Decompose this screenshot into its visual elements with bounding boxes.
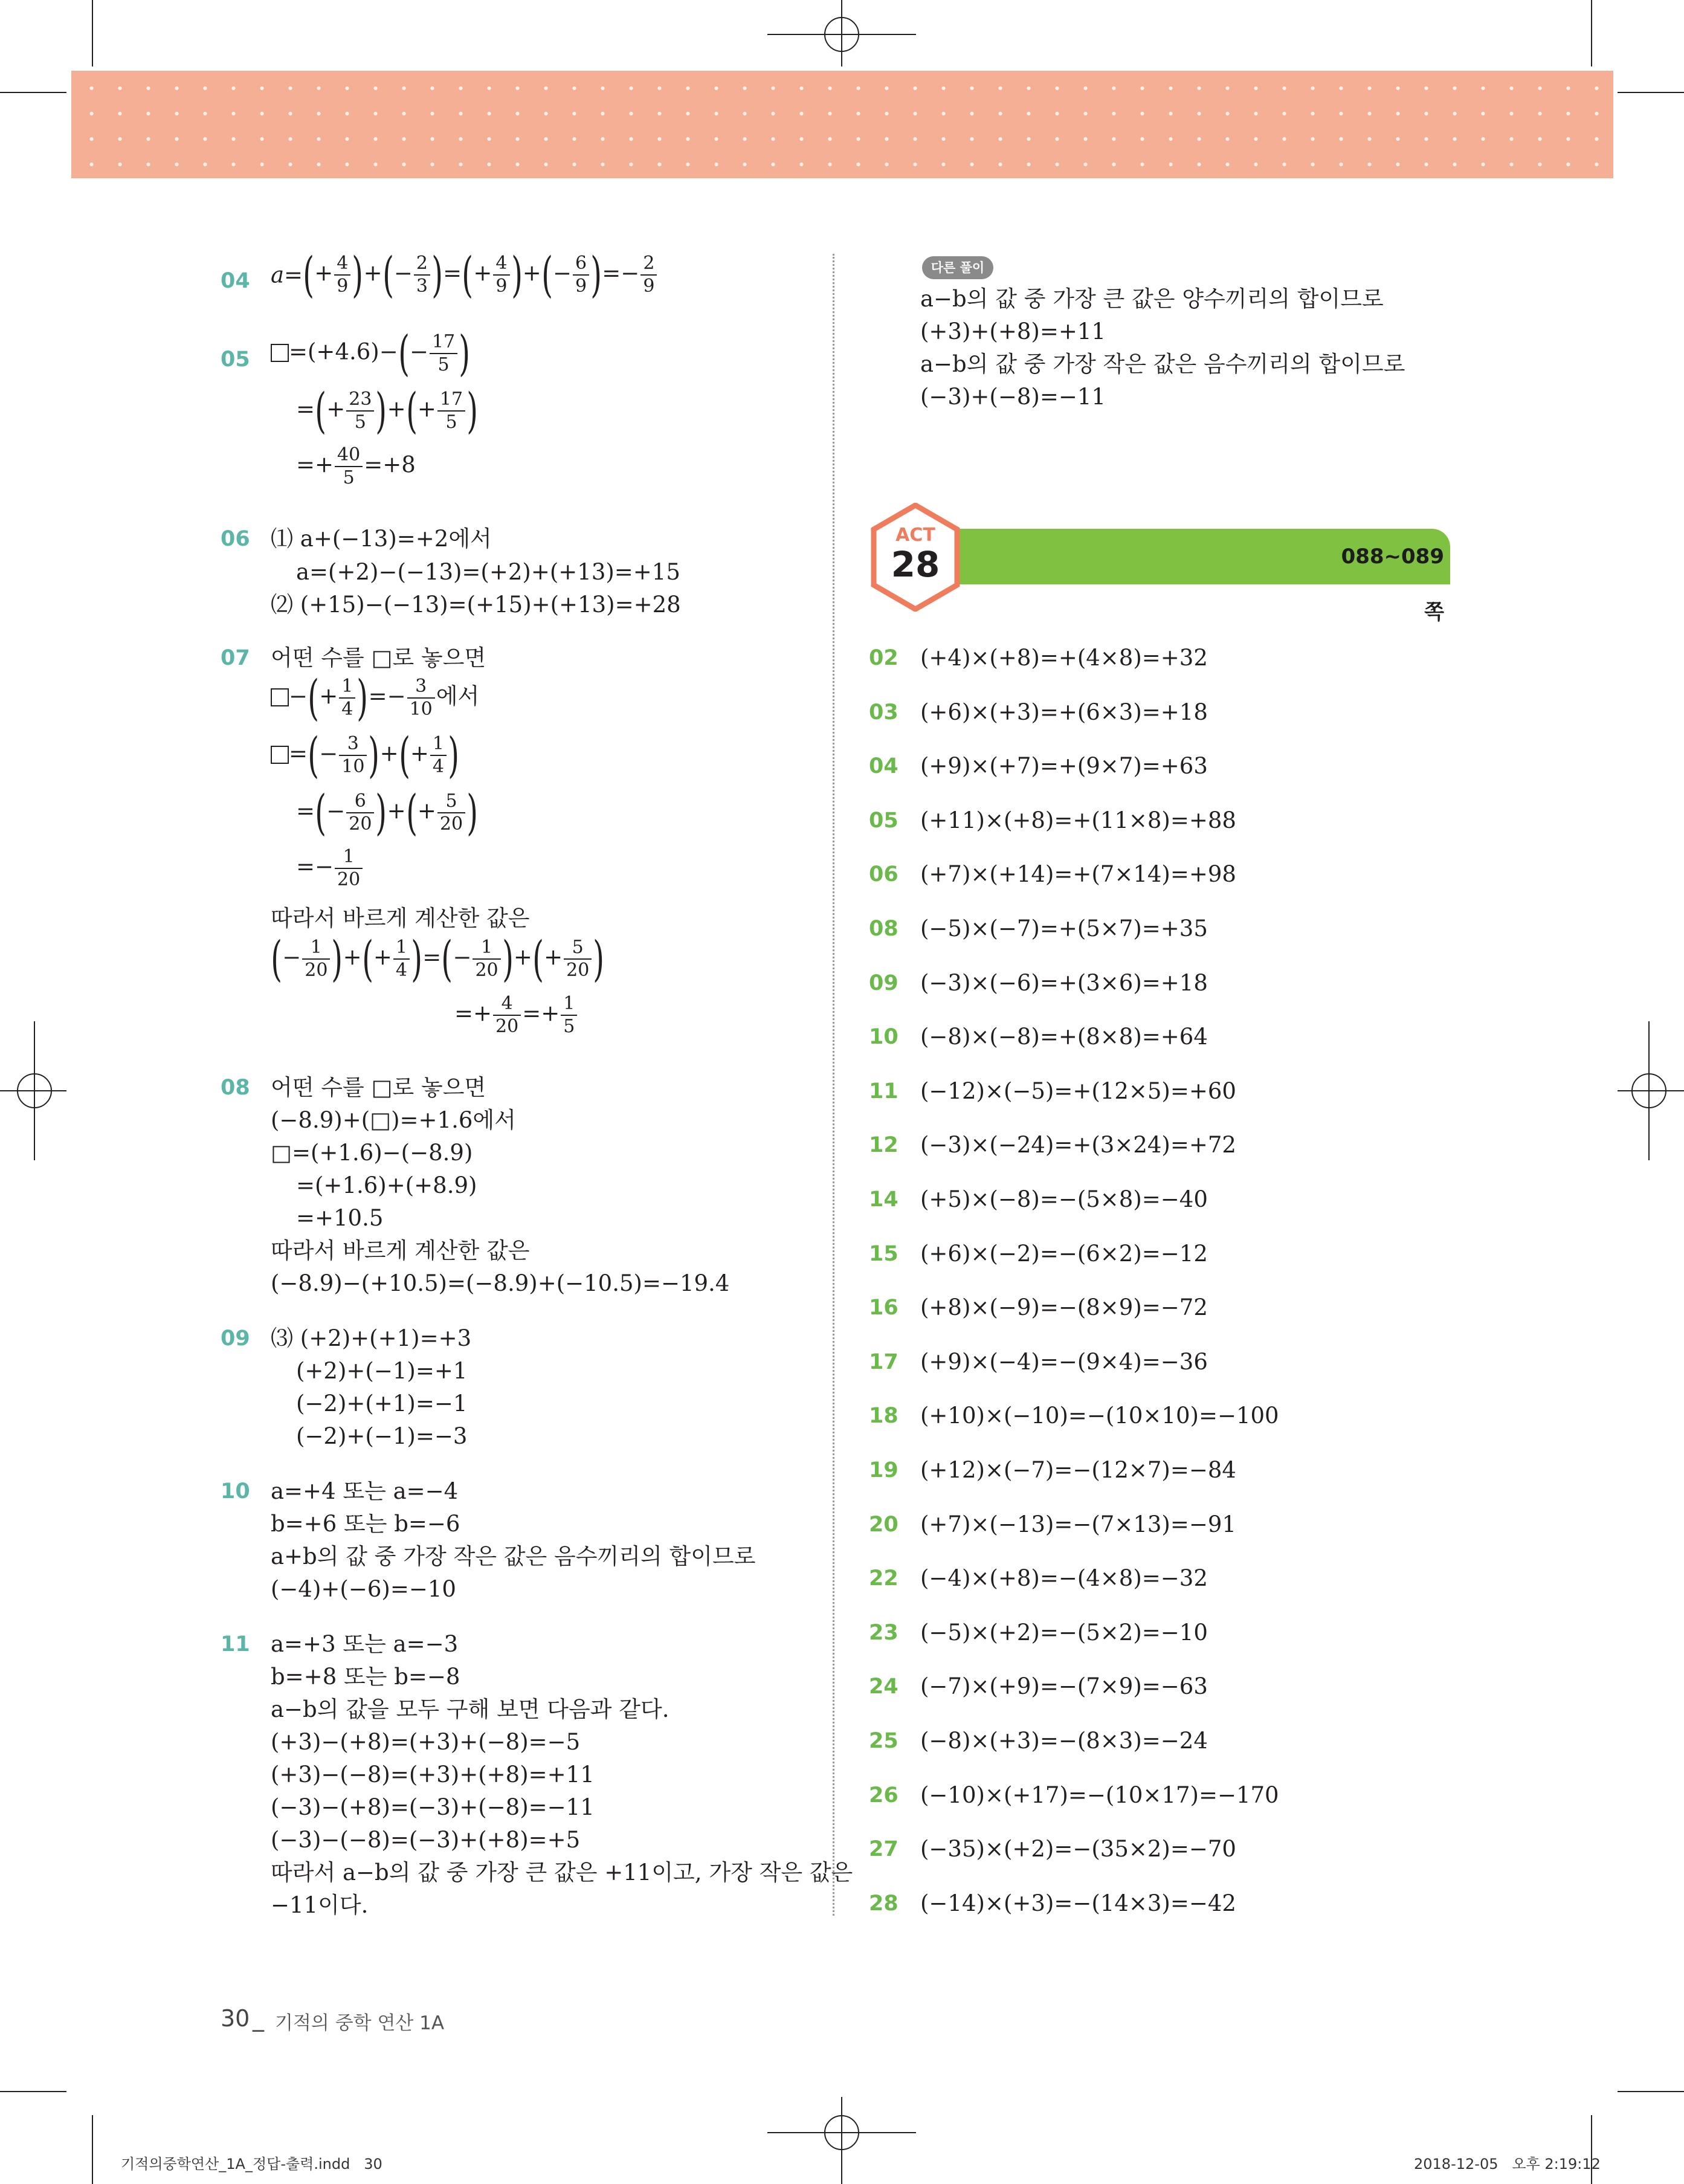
- answer-number: 12: [869, 1133, 898, 1157]
- print-date: 2018-12-05 오후 2:19:12: [1414, 2156, 1601, 2173]
- problem-11-line5: (+3)−(−8)=(+3)+(+8)=+11: [271, 1762, 595, 1788]
- problem-number: 06: [221, 527, 250, 551]
- answer-equation: (−14)×(+3)=−(14×3)=−42: [920, 1890, 1236, 1916]
- problem-08-line7: (−8.9)−(+10.5)=(−8.9)+(−10.5)=−19.4: [271, 1270, 730, 1296]
- registration-mark-line: [1618, 1090, 1684, 1091]
- math-text: a=: [271, 262, 303, 288]
- footer-page-number: 30: [221, 2005, 250, 2032]
- problem-number: 05: [221, 347, 250, 372]
- answer-number: 26: [869, 1783, 898, 1808]
- answer-number: 16: [869, 1296, 898, 1320]
- answer-number: 19: [869, 1458, 898, 1482]
- problem-09-line2: (+2)+(−1)=+1: [296, 1358, 468, 1384]
- problem-11-line1: a=+3 또는 a=−3: [271, 1631, 459, 1657]
- problem-07-line6: (− $\frac{1}{20}$ )+(+ $\frac{1}{4}$ )=(− $\frac{1}{20}$ )+(+ $\frac{5}{20}$ ): [271, 931, 605, 987]
- answer-number: 15: [869, 1242, 898, 1266]
- act-label: ACT: [895, 525, 935, 546]
- crop-mark: [92, 0, 93, 66]
- answer-equation: (+5)×(−8)=−(5×8)=−40: [920, 1186, 1208, 1212]
- problem-10-line2: b=+6 또는 b=−6: [271, 1511, 460, 1537]
- answer-number: 06: [869, 862, 898, 887]
- crop-mark: [0, 92, 66, 93]
- problem-06-line3: ⑵ (+15)−(−13)=(+15)+(+13)=+28: [271, 592, 681, 618]
- answer-number: 18: [869, 1404, 898, 1428]
- blank-box: [271, 746, 289, 764]
- problem-number: 09: [221, 1326, 250, 1351]
- problem-06-line2: a=(+2)−(−13)=(+2)+(+13)=+15: [296, 559, 680, 585]
- header-banner: [71, 71, 1613, 178]
- answer-number: 10: [869, 1025, 898, 1049]
- registration-mark-line: [1648, 1021, 1650, 1160]
- answer-number: 22: [869, 1566, 898, 1591]
- alt-solution-badge: 다른 풀이: [922, 256, 993, 279]
- problem-07-line7: =+ $\frac{4}{20}$ =+ $\frac{1}{5}$: [454, 993, 578, 1053]
- answer-equation: (−3)×(−24)=+(3×24)=+72: [920, 1132, 1236, 1158]
- alt-line4: (−3)+(−8)=−11: [920, 384, 1106, 410]
- problem-08-line6: 따라서 바르게 계산한 값은: [271, 1238, 530, 1264]
- answer-number: 04: [869, 754, 898, 778]
- answer-equation: (+6)×(−2)=−(6×2)=−12: [920, 1241, 1208, 1267]
- answer-equation: (−12)×(−5)=+(12×5)=+60: [920, 1078, 1236, 1104]
- answer-number: 24: [869, 1675, 898, 1699]
- crop-mark: [1591, 2115, 1592, 2184]
- problem-11-line3: a−b의 값을 모두 구해 보면 다음과 같다.: [271, 1696, 669, 1722]
- answer-number: 25: [869, 1729, 898, 1753]
- registration-mark-line: [841, 2097, 842, 2184]
- problem-07-line1: 어떤 수를 □로 놓으면: [271, 645, 486, 671]
- problem-04-equation: a=(+ $\frac{4}{9}$ )+(− $\frac{2}{3}$ )=(+ $\frac{4}{9}$ )+(− $\frac{6}{9}$ )=− $\frac{2}{9}$: [271, 251, 658, 311]
- problem-07-line2: −(+ $\frac{1}{4}$ )=− $\frac{3}{10}$ 에서: [271, 674, 479, 734]
- alt-line3: a−b의 값 중 가장 작은 값은 음수끼리의 합이므로: [920, 351, 1405, 377]
- problem-06-line1: ⑴ a+(−13)=+2에서: [271, 526, 492, 552]
- answer-number: 05: [869, 809, 898, 833]
- answer-number: 03: [869, 700, 898, 725]
- answer-number: 02: [869, 646, 898, 670]
- answer-number: 09: [869, 971, 898, 995]
- problem-07-line3: =(− $\frac{3}{10}$ )+(+ $\frac{1}{4}$ ): [271, 731, 459, 792]
- registration-mark-line: [841, 0, 842, 66]
- crop-mark: [1591, 0, 1592, 66]
- answer-equation: (−8)×(−8)=+(8×8)=+64: [920, 1024, 1208, 1050]
- answer-equation: (−10)×(+17)=−(10×17)=−170: [920, 1782, 1279, 1808]
- problem-11-line7: (−3)−(−8)=(−3)+(+8)=+5: [271, 1827, 581, 1853]
- crop-mark: [92, 2115, 93, 2184]
- answer-number: 23: [869, 1621, 898, 1645]
- problem-number: 10: [221, 1479, 250, 1504]
- answer-number: 11: [869, 1079, 898, 1103]
- problem-11-line2: b=+8 또는 b=−8: [271, 1664, 460, 1690]
- answer-equation: (−5)×(+2)=−(5×2)=−10: [920, 1620, 1208, 1646]
- problem-08-line4: =(+1.6)+(+8.9): [296, 1172, 477, 1198]
- problem-10-line3: a+b의 값 중 가장 작은 값은 음수끼리의 합이므로: [271, 1543, 756, 1569]
- column-divider: [833, 254, 834, 1916]
- problem-07-line5: =− $\frac{1}{20}$: [296, 846, 364, 906]
- act-number: 28: [891, 544, 940, 585]
- problem-09-line3: (−2)+(+1)=−1: [296, 1391, 468, 1417]
- answer-equation: (+9)×(+7)=+(9×7)=+63: [920, 753, 1208, 779]
- problem-10-line4: (−4)+(−6)=−10: [271, 1576, 456, 1602]
- problem-11-line4: (+3)−(+8)=(+3)+(−8)=−5: [271, 1729, 581, 1755]
- problem-07-text: 따라서 바르게 계산한 값은: [271, 905, 530, 931]
- problem-number: 07: [221, 646, 250, 670]
- answer-number: 17: [869, 1350, 898, 1374]
- footer-separator: _: [253, 2005, 264, 2032]
- problem-09-line4: (−2)+(−1)=−3: [296, 1423, 468, 1449]
- answer-equation: (−7)×(+9)=−(7×9)=−63: [920, 1673, 1208, 1699]
- problem-11-line8: 따라서 a−b의 값 중 가장 큰 값은 +11이고, 가장 작은 값은: [271, 1859, 853, 1885]
- problem-number: 04: [221, 269, 250, 293]
- problem-08-line2: (−8.9)+(□)=+1.6에서: [271, 1107, 516, 1133]
- blank-box: [271, 344, 289, 362]
- answer-number: 27: [869, 1837, 898, 1861]
- footer-book-title: 기적의 중학 연산 1A: [275, 2012, 445, 2034]
- problem-07-line4: =(− $\frac{6}{20}$ )+(+ $\frac{5}{20}$ ): [296, 784, 479, 841]
- file-info: 기적의중학연산_1A_정답-출력.indd 30: [121, 2156, 382, 2173]
- answer-equation: (+7)×(−13)=−(7×13)=−91: [920, 1511, 1236, 1537]
- answer-equation: (+11)×(+8)=+(11×8)=+88: [920, 807, 1236, 833]
- answer-equation: (−5)×(−7)=+(5×7)=+35: [920, 916, 1208, 942]
- problem-08-line3: □=(+1.6)−(−8.9): [271, 1140, 473, 1166]
- problem-10-line1: a=+4 또는 a=−4: [271, 1478, 459, 1504]
- answer-equation: (+6)×(+3)=+(6×3)=+18: [920, 699, 1208, 725]
- registration-mark-line: [34, 1021, 35, 1160]
- answer-equation: (−4)×(+8)=−(4×8)=−32: [920, 1565, 1208, 1591]
- alt-line2: (+3)+(+8)=+11: [920, 318, 1106, 344]
- answer-equation: (+10)×(−10)=−(10×10)=−100: [920, 1403, 1279, 1429]
- answer-number: 28: [869, 1892, 898, 1916]
- problem-08-line5: =+10.5: [296, 1205, 384, 1231]
- registration-mark-line: [0, 1090, 66, 1091]
- problem-11-line9: −11이다.: [271, 1892, 369, 1918]
- answer-number: 08: [869, 917, 898, 941]
- problem-number: 08: [221, 1076, 250, 1100]
- problem-08-line1: 어떤 수를 □로 놓으면: [271, 1074, 486, 1100]
- answer-number: 20: [869, 1513, 898, 1537]
- answer-equation: (+4)×(+8)=+(4×8)=+32: [920, 645, 1208, 671]
- answer-equation: (+12)×(−7)=−(12×7)=−84: [920, 1457, 1236, 1483]
- crop-mark: [0, 2091, 66, 2092]
- problem-05-line1: =(+4.6)−(− $\frac{17}{5}$ ): [271, 329, 470, 390]
- problem-09-line1: ⑶ (+2)+(+1)=+3: [271, 1325, 472, 1351]
- act-page-range: 088~089쪽: [1341, 544, 1444, 624]
- answer-equation: (+7)×(+14)=+(7×14)=+98: [920, 861, 1236, 887]
- answer-number: 14: [869, 1187, 898, 1212]
- problem-number: 11: [221, 1632, 250, 1656]
- problem-05-line3: =+ $\frac{40}{5}$ =+8: [296, 444, 416, 488]
- problem-05-line2: =(+ $\frac{23}{5}$ )+(+ $\frac{17}{5}$ ): [296, 383, 479, 439]
- crop-mark: [1618, 92, 1684, 93]
- answer-equation: (+9)×(−4)=−(9×4)=−36: [920, 1349, 1208, 1375]
- blank-box: [271, 688, 289, 706]
- alt-line1: a−b의 값 중 가장 큰 값은 양수끼리의 합이므로: [920, 286, 1384, 312]
- answer-equation: (−35)×(+2)=−(35×2)=−70: [920, 1836, 1236, 1862]
- answer-equation: (−8)×(+3)=−(8×3)=−24: [920, 1728, 1208, 1754]
- answer-equation: (+8)×(−9)=−(8×9)=−72: [920, 1294, 1208, 1320]
- crop-mark: [1618, 2091, 1684, 2092]
- problem-11-line6: (−3)−(+8)=(−3)+(−8)=−11: [271, 1794, 595, 1820]
- answer-equation: (−3)×(−6)=+(3×6)=+18: [920, 970, 1208, 996]
